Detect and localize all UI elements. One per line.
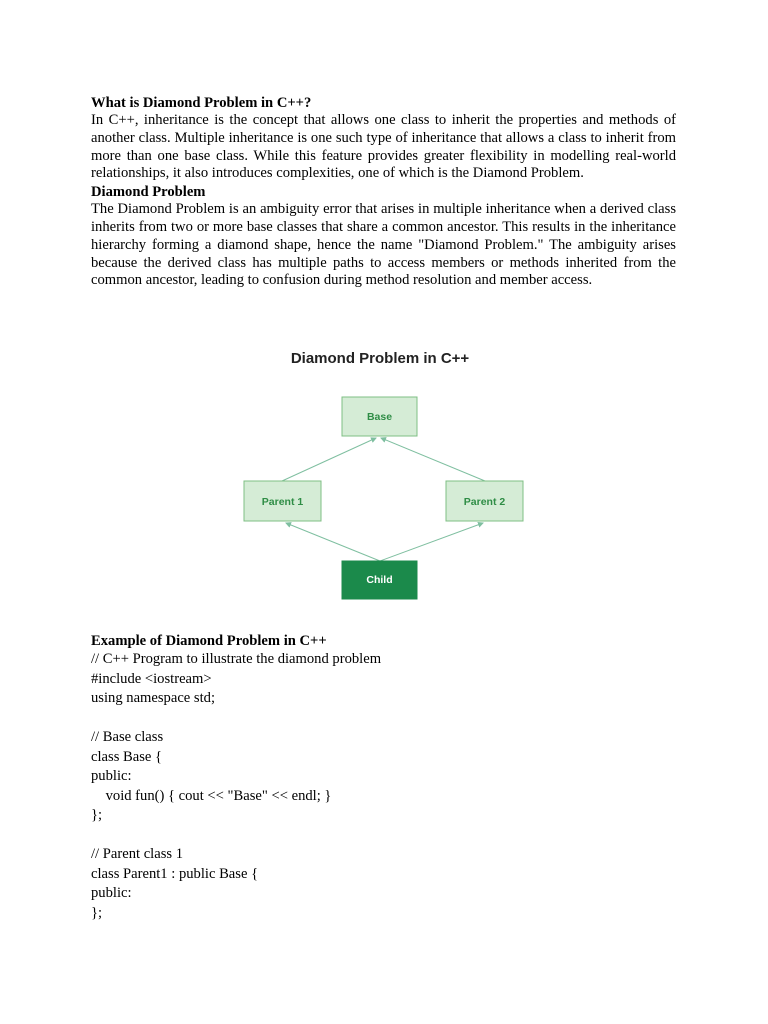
code-line: // Base class: [91, 729, 164, 745]
code-line: // Parent class 1: [91, 846, 184, 862]
code-line: public:: [91, 768, 132, 784]
code-line: #include <iostream>: [91, 670, 212, 687]
parent1-label: Parent 1: [261, 496, 304, 508]
diamond-heading: Diamond Problem: [91, 184, 206, 201]
code-line: // C++ Program to illustrate the diamond problem: [91, 651, 382, 667]
code-line: class Parent1 : public Base {: [91, 865, 259, 882]
intro-heading: What is Diamond Problem in C++?: [91, 95, 312, 111]
diamond-diagram-svg: [235, 340, 535, 610]
child-label: Child: [366, 574, 393, 586]
code-line: [91, 826, 676, 846]
article-body: [91, 94, 676, 290]
diamond-paragraph: The Diamond Problem is an ambiguity error that arises in multiple inheritance when a derived class inherits from two or more base classes that share a common ancestor. This results in the inheritance hierarchy forming a diamond shape, hence the name "Diamond Problem." The ambiguity arises because the derived class has multiple paths to access members or methods inherited from the common ancestor, leading to confusion during method resolution and member access.: [91, 201, 676, 289]
code-block: [91, 650, 676, 923]
arrow-parent1-to-base: [282, 438, 376, 481]
code-line: using namespace std;: [91, 690, 216, 706]
code-line: void fun() { cout << "Base" << endl; }: [91, 787, 332, 804]
arrow-child-to-parent1: [286, 523, 380, 561]
intro-paragraph: In C++, inheritance is the concept that allows one class to inherit the properties and methods of another class. Multiple inheritance is one such type of inheritance that allows a class to inherit from more than one base class. While this feature provides greater flexibility in modelling real-world relationships, it also introduces complexities, one of which is the Diamond Problem.: [91, 112, 676, 182]
arrow-child-to-parent2: [380, 523, 483, 561]
diagram-title: Diamond Problem in C++: [290, 350, 470, 367]
code-line: };: [91, 904, 103, 921]
diamond-diagram: [235, 340, 535, 610]
code-line: [91, 709, 676, 729]
code-line: public:: [91, 885, 132, 901]
code-line: class Base {: [91, 748, 163, 765]
code-line: };: [91, 807, 103, 823]
example-section: [91, 632, 676, 923]
parent2-label: Parent 2: [463, 496, 506, 508]
base-label: Base: [366, 411, 393, 423]
example-heading: Example of Diamond Problem in C++: [91, 633, 327, 649]
arrow-parent2-to-base: [381, 438, 485, 481]
